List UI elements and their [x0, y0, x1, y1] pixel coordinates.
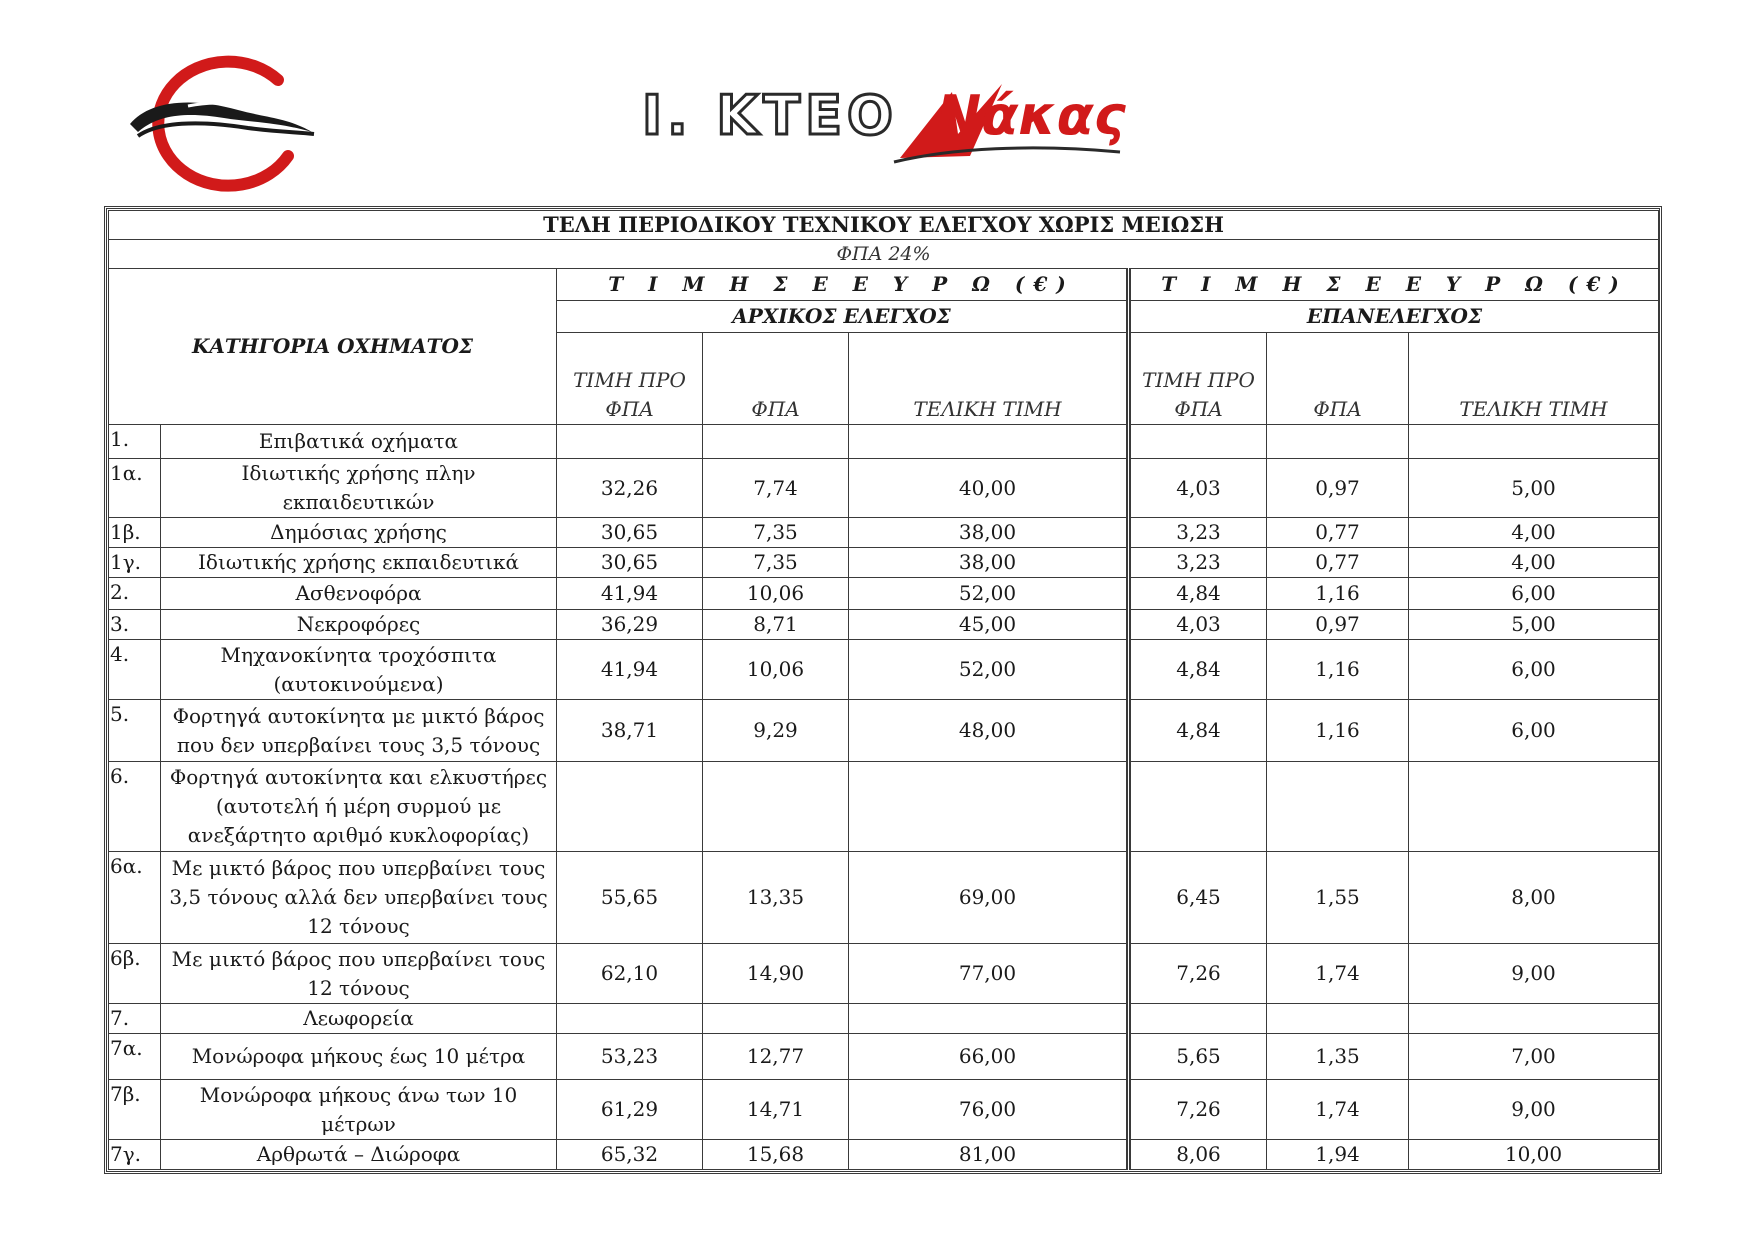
table-row [109, 1004, 1659, 1034]
recheck-header: ΕΠΑΝΕΛΕΓΧΟΣ [1129, 301, 1659, 333]
recheck-final-price: 9,00 [1409, 944, 1659, 1004]
row-description: Επιβατικά οχήματα [161, 425, 557, 459]
row-description: Δημόσιας χρήσης [161, 518, 557, 548]
recheck-net-price: 5,65 [1129, 1034, 1267, 1080]
row-number: 6. [109, 762, 161, 852]
table-row [109, 548, 1659, 578]
initial-final-price: 38,00 [849, 518, 1129, 548]
recheck-net-price: 4,03 [1129, 459, 1267, 518]
recheck-vat: 1,74 [1267, 944, 1409, 1004]
recheck-final-price: 9,00 [1409, 1080, 1659, 1140]
initial-vat [703, 1004, 849, 1034]
initial-final-price: 77,00 [849, 944, 1129, 1004]
row-description: Με μικτό βάρος που υπερβαίνει τους 12 τόνους [161, 944, 557, 1004]
initial-final-price: 66,00 [849, 1034, 1129, 1080]
initial-vat: 13,35 [703, 852, 849, 944]
recheck-final-price: 4,00 [1409, 548, 1659, 578]
initial-vat: 7,35 [703, 518, 849, 548]
initial-final-price: 52,00 [849, 578, 1129, 610]
initial-net-price [557, 1004, 703, 1034]
recheck-net-price: 7,26 [1129, 1080, 1267, 1140]
recheck-final-price [1409, 1004, 1659, 1034]
recheck-net-price [1129, 1004, 1267, 1034]
recheck-final-price: 6,00 [1409, 700, 1659, 762]
row-number: 1β. [109, 518, 161, 548]
initial-vat: 15,68 [703, 1140, 849, 1170]
initial-final-price: 76,00 [849, 1080, 1129, 1140]
row-description: Νεκροφόρες [161, 610, 557, 640]
row-description: Ιδιωτικής χρήσης εκπαιδευτικά [161, 548, 557, 578]
recheck-vat: 1,74 [1267, 1080, 1409, 1140]
initial-final-price: 52,00 [849, 640, 1129, 700]
row-description: Φορτηγά αυτοκίνητα και ελκυστήρες (αυτοτελή ή μέρη συρμού με ανεξάρτητο αριθμό κυκλοφορίας) [161, 762, 557, 852]
recheck-final-price: 6,00 [1409, 640, 1659, 700]
col-final-price: ΤΕΛΙΚΗ ΤΙΜΗ [849, 333, 1129, 425]
col-recheck-vat: ΦΠΑ [1267, 333, 1409, 425]
col-recheck-net-price: ΤΙΜΗ ΠΡΟ ΦΠΑ [1129, 333, 1267, 425]
recheck-net-price [1129, 762, 1267, 852]
initial-net-price: 62,10 [557, 944, 703, 1004]
table-row [109, 1140, 1659, 1170]
initial-net-price: 61,29 [557, 1080, 703, 1140]
table-row [109, 640, 1659, 700]
row-description: Μονώροφα μήκους άνω των 10 μέτρων [161, 1080, 557, 1140]
recheck-net-price: 4,84 [1129, 700, 1267, 762]
recheck-net-price: 8,06 [1129, 1140, 1267, 1170]
row-description: Ασθενοφόρα [161, 578, 557, 610]
category-header: ΚΑΤΗΓΟΡΙΑ ΟΧΗΜΑΤΟΣ [109, 269, 557, 425]
recheck-final-price [1409, 425, 1659, 459]
initial-final-price: 48,00 [849, 700, 1129, 762]
row-number: 4. [109, 640, 161, 700]
row-number: 1γ. [109, 548, 161, 578]
initial-net-price: 53,23 [557, 1034, 703, 1080]
row-number: 7α. [109, 1034, 161, 1080]
recheck-vat: 0,77 [1267, 518, 1409, 548]
recheck-net-price: 7,26 [1129, 944, 1267, 1004]
initial-vat: 7,74 [703, 459, 849, 518]
initial-net-price [557, 762, 703, 852]
row-number: 6α. [109, 852, 161, 944]
row-number: 7γ. [109, 1140, 161, 1170]
row-number: 3. [109, 610, 161, 640]
row-description: Ιδιωτικής χρήσης πλην εκπαιδευτικών [161, 459, 557, 518]
fees-table [108, 210, 1659, 1170]
initial-net-price: 55,65 [557, 852, 703, 944]
row-description: Με μικτό βάρος που υπερβαίνει τους 3,5 τόνους αλλά δεν υπερβαίνει τους 12 τόνους [161, 852, 557, 944]
row-number: 7β. [109, 1080, 161, 1140]
table-row [109, 700, 1659, 762]
table-row [109, 944, 1659, 1004]
col-vat: ΦΠΑ [703, 333, 849, 425]
recheck-vat: 1,35 [1267, 1034, 1409, 1080]
initial-check-header: ΑΡΧΙΚΟΣ ΕΛΕΓΧΟΣ [557, 301, 1129, 333]
recheck-vat: 0,97 [1267, 459, 1409, 518]
recheck-net-price: 6,45 [1129, 852, 1267, 944]
recheck-vat: 1,94 [1267, 1140, 1409, 1170]
recheck-final-price: 4,00 [1409, 518, 1659, 548]
row-description: Αρθρωτά – Διώροφα [161, 1140, 557, 1170]
recheck-final-price: 8,00 [1409, 852, 1659, 944]
recheck-net-price: 3,23 [1129, 518, 1267, 548]
initial-net-price [557, 425, 703, 459]
recheck-vat [1267, 762, 1409, 852]
brand-name: Νάκας [936, 84, 1126, 147]
initial-vat: 9,29 [703, 700, 849, 762]
initial-final-price: 38,00 [849, 548, 1129, 578]
recheck-vat: 0,97 [1267, 610, 1409, 640]
initial-vat: 10,06 [703, 578, 849, 610]
initial-net-price: 30,65 [557, 518, 703, 548]
col-recheck-final-price: ΤΕΛΙΚΗ ΤΙΜΗ [1409, 333, 1659, 425]
initial-vat: 10,06 [703, 640, 849, 700]
recheck-final-price: 6,00 [1409, 578, 1659, 610]
initial-final-price: 45,00 [849, 610, 1129, 640]
recheck-net-price: 4,84 [1129, 578, 1267, 610]
recheck-final-price: 10,00 [1409, 1140, 1659, 1170]
row-number: 2. [109, 578, 161, 610]
initial-net-price: 38,71 [557, 700, 703, 762]
price-header-initial: Τ Ι Μ Η Σ Ε Ε Υ Ρ Ω (€) [557, 269, 1129, 301]
table-row [109, 459, 1659, 518]
recheck-net-price [1129, 425, 1267, 459]
recheck-net-price: 4,03 [1129, 610, 1267, 640]
initial-net-price: 30,65 [557, 548, 703, 578]
table-title: ΤΕΛΗ ΠΕΡΙΟΔΙΚΟΥ ΤΕΧΝΙΚΟΥ ΕΛΕΓΧΟΥ ΧΩΡΙΣ ΜΕΙΩΣΗ [109, 211, 1659, 240]
initial-final-price [849, 762, 1129, 852]
row-description: Λεωφορεία [161, 1004, 557, 1034]
initial-vat: 8,71 [703, 610, 849, 640]
row-number: 1α. [109, 459, 161, 518]
vat-note: ΦΠΑ 24% [109, 240, 1659, 269]
initial-vat [703, 762, 849, 852]
table-row [109, 852, 1659, 944]
price-header-recheck: Τ Ι Μ Η Σ Ε Ε Υ Ρ Ω (€) [1129, 269, 1659, 301]
brand-text: I. KTEO [642, 84, 898, 147]
initial-vat: 14,71 [703, 1080, 849, 1140]
row-number: 7. [109, 1004, 161, 1034]
table-row [109, 610, 1659, 640]
initial-net-price: 65,32 [557, 1140, 703, 1170]
table-row [109, 425, 1659, 459]
recheck-final-price: 5,00 [1409, 610, 1659, 640]
recheck-vat: 0,77 [1267, 548, 1409, 578]
table-row [109, 1034, 1659, 1080]
recheck-final-price: 5,00 [1409, 459, 1659, 518]
initial-final-price: 69,00 [849, 852, 1129, 944]
car-logo-icon [128, 52, 318, 192]
initial-vat [703, 425, 849, 459]
row-description: Μηχανοκίνητα τροχόσπιτα (αυτοκινούμενα) [161, 640, 557, 700]
recheck-vat: 1,16 [1267, 700, 1409, 762]
initial-vat: 7,35 [703, 548, 849, 578]
table-row [109, 518, 1659, 548]
initial-vat: 14,90 [703, 944, 849, 1004]
row-number: 5. [109, 700, 161, 762]
initial-final-price: 81,00 [849, 1140, 1129, 1170]
table-row [109, 1080, 1659, 1140]
recheck-net-price: 4,84 [1129, 640, 1267, 700]
row-number: 1. [109, 425, 161, 459]
table-row [109, 578, 1659, 610]
initial-final-price [849, 425, 1129, 459]
initial-vat: 12,77 [703, 1034, 849, 1080]
recheck-net-price: 3,23 [1129, 548, 1267, 578]
initial-net-price: 41,94 [557, 578, 703, 610]
row-description: Μονώροφα μήκους έως 10 μέτρα [161, 1034, 557, 1080]
initial-net-price: 32,26 [557, 459, 703, 518]
initial-final-price [849, 1004, 1129, 1034]
recheck-final-price: 7,00 [1409, 1034, 1659, 1080]
initial-net-price: 41,94 [557, 640, 703, 700]
initial-net-price: 36,29 [557, 610, 703, 640]
initial-final-price: 40,00 [849, 459, 1129, 518]
recheck-vat: 1,55 [1267, 852, 1409, 944]
table-row [109, 762, 1659, 852]
recheck-vat [1267, 1004, 1409, 1034]
col-net-price: ΤΙΜΗ ΠΡΟ ΦΠΑ [557, 333, 703, 425]
recheck-final-price [1409, 762, 1659, 852]
recheck-vat: 1,16 [1267, 640, 1409, 700]
row-number: 6β. [109, 944, 161, 1004]
recheck-vat: 1,16 [1267, 578, 1409, 610]
row-description: Φορτηγά αυτοκίνητα με μικτό βάρος που δεν υπερβαίνει τους 3,5 τόνους [161, 700, 557, 762]
recheck-vat [1267, 425, 1409, 459]
